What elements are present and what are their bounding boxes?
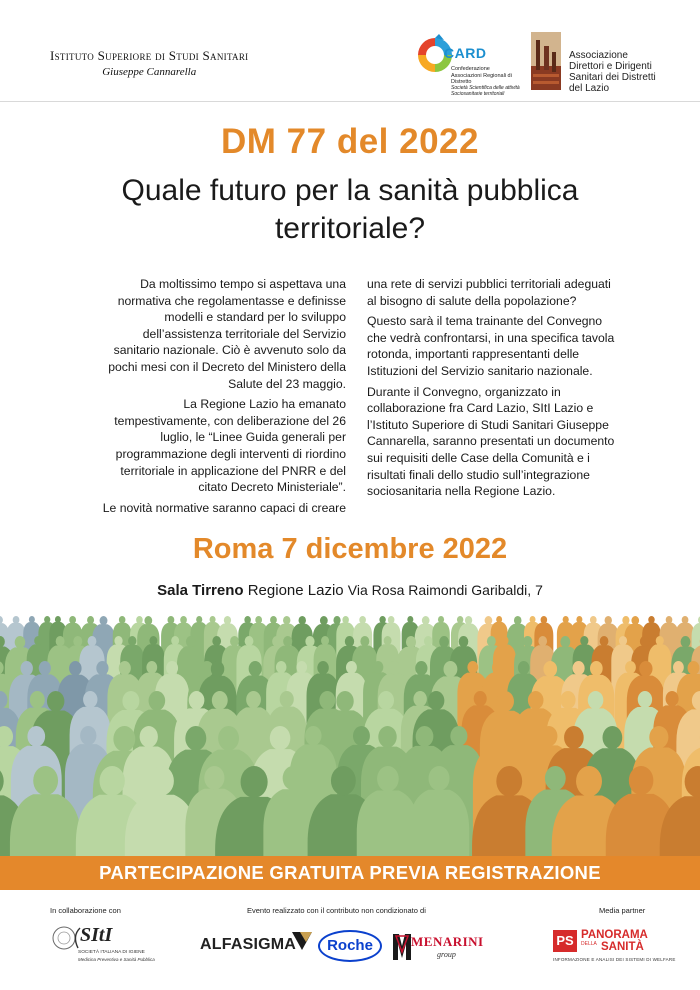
body-paragraph: Le novità normative saranno capaci di creare — [102, 500, 346, 515]
tower-skyline-icon — [531, 32, 561, 90]
body-right-column — [367, 276, 622, 504]
card-wordmark: CARD — [444, 45, 487, 61]
registration-banner: PARTECIPAZIONE GRATUITA PREVIA REGISTRAZIONE — [0, 856, 700, 890]
card-logo — [414, 34, 520, 97]
media-partner-label: Media partner — [599, 906, 646, 915]
menarini-group: group — [437, 950, 456, 959]
body-paragraph: Durante il Convegno, organizzato in collaborazione fra Card Lazio, SItI Lazio e l’Istituto Superiore di Studi Sanitari Giuseppe Cannarella, saranno presentati un documento sui requisiti delle Case della Comunità e i risultati finali dello studio sull’integrazione sociosanitaria nella Regione Lazio. — [367, 384, 615, 499]
panorama-wordmark: PANORAMA SANITÀ — [581, 929, 648, 953]
menarini-m-icon — [393, 932, 411, 962]
institute-name: Istituto Superiore di Studi Sanitari — [50, 48, 249, 63]
alfasigma-logo: ALFASIGMA — [200, 936, 297, 953]
menarini-logo — [393, 930, 503, 966]
body-paragraph: una rete di servizi pubblici territoriali adeguati al bisogno di salute della popolazione? — [367, 277, 611, 308]
page-subtitle: Quale futuro per la sanità pubblica territoriale? — [121, 174, 579, 245]
siti-subtitle: SOCIETÀ ITALIANA DI IGIENE — [78, 950, 145, 955]
institute-subtitle: Giuseppe Cannarella — [102, 66, 197, 78]
sponsor-label: Evento realizzato con il contributo non condizionato di — [247, 906, 426, 915]
ps-badge: PS — [553, 930, 577, 952]
body-paragraph: La Regione Lazio ha emanato tempestivamente, con deliberazione del 26 luglio, le “Linee Guida generali per programmazione degli interventi di riordino territoriale in applicazione del PNRR e del citato Decreto Ministeriale”. — [114, 397, 346, 495]
page-title: DM 77 del 2022 — [221, 122, 479, 161]
body-paragraph: Questo sarà il tema trainante del Convegno che vedrà confrontarsi, in una specifica tavola rotonda, importanti rappresentanti delle Istituzioni del Servizio sanitario nazionale. — [367, 314, 615, 378]
card-description-2: Società Scientifica delle attività Sociosanitarie territoriali — [451, 85, 520, 97]
header — [0, 0, 700, 102]
menarini-wordmark: MENARINI — [411, 934, 484, 949]
card-description: Confederazione Associazioni Regionali di Distretto — [451, 66, 512, 85]
panorama-subtitle: INFORMAZIONE E ANALISI DEI SISTEMI DI WELFARE — [553, 957, 676, 962]
venue-region: Regione Lazio — [247, 582, 344, 599]
panorama-sanita-logo — [553, 928, 693, 968]
crowd-illustration — [0, 606, 700, 856]
alfasigma-triangle-icon — [292, 932, 312, 950]
body-paragraph: Da moltissimo tempo si aspettava una normativa che regolamentasse e definisse modelli e standard per lo sviluppo dell’assistenza territoriale del Servizio sanitario nazionale. Ciò è avvenuto solo da pochi mesi con il Decreto del Ministero della Salute del 23 maggio. — [108, 277, 346, 391]
association-name: Associazione Direttori e Dirigenti Sanitari dei Distretti del Lazio — [569, 50, 656, 94]
event-venue — [0, 582, 700, 599]
venue-name: Sala Tirreno — [157, 582, 244, 599]
body-left-column — [96, 276, 346, 520]
siti-subtitle-2: Medicina Preventiva e Sanità Pubblica — [78, 957, 155, 962]
collaboration-label: In collaborazione con — [50, 906, 121, 915]
roche-logo: Roche — [318, 930, 382, 962]
siti-wordmark: SItI — [80, 924, 113, 946]
venue-address: Via Rosa Raimondi Garibaldi, 7 — [347, 582, 543, 598]
panorama-della: DELLA — [581, 941, 597, 947]
institute-logo — [50, 48, 248, 78]
siti-logo — [50, 922, 170, 972]
association-logo — [531, 32, 696, 94]
event-date: Roma 7 dicembre 2022 — [192, 533, 508, 565]
